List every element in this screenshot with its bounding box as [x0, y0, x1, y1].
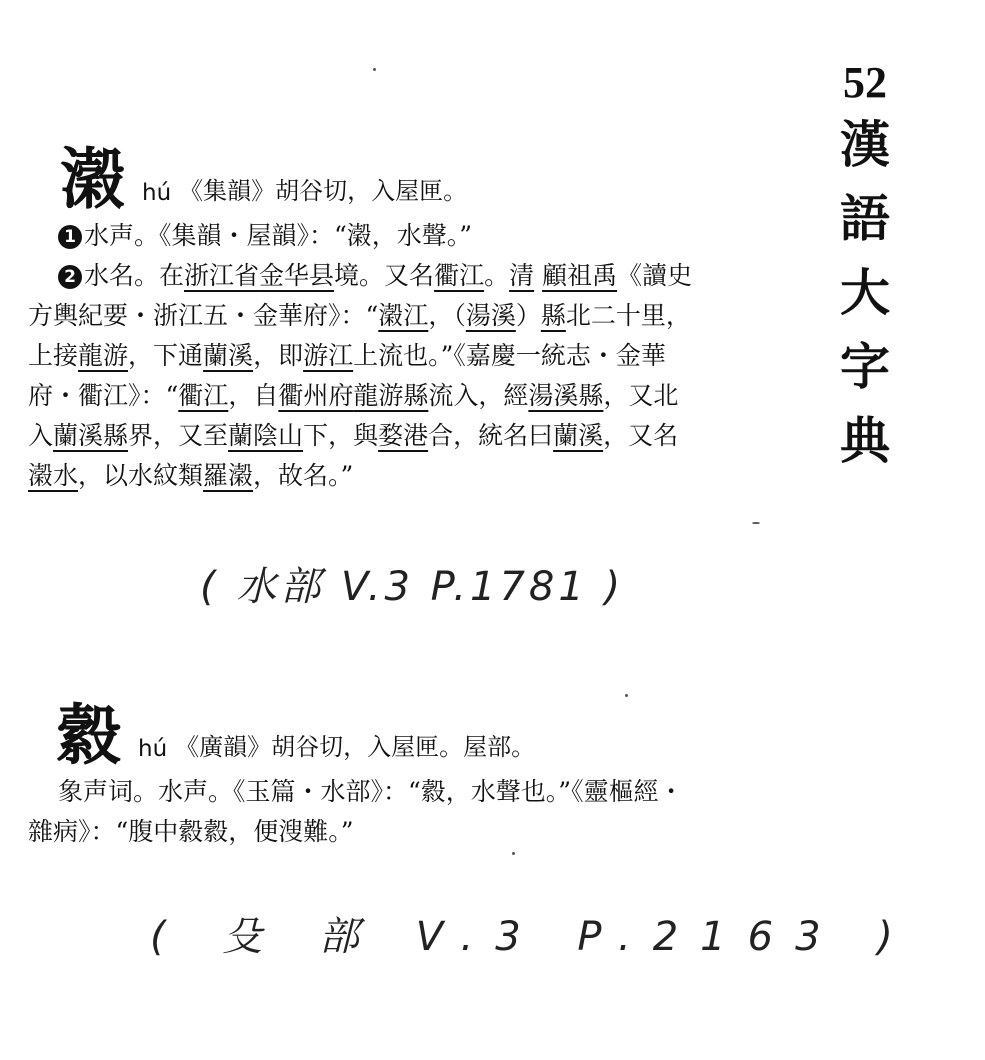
text-run: 水名。在 [84, 261, 185, 290]
text-run: 。 [484, 261, 510, 290]
text-run: ，又北 [603, 381, 679, 410]
scan-speck [373, 68, 376, 71]
proper-name: 蘭溪縣 [53, 421, 129, 450]
page-number: 52 [843, 58, 887, 107]
definition-line [28, 456, 798, 496]
text-run: 北二十里， [565, 301, 691, 330]
text-run: 界，又至 [128, 421, 229, 450]
text-run: ，又名 [603, 421, 679, 450]
definition-line [28, 296, 798, 336]
phonetic-source: 《集韻》胡谷切，入屋匣。 [179, 177, 468, 205]
definition-line [28, 376, 798, 416]
text-run: 合，統名曰 [428, 421, 554, 450]
text-run: ，故名。” [253, 461, 354, 490]
title-char: 漢 [840, 115, 890, 174]
proper-name: 浙江省 [184, 261, 260, 290]
proper-name: 蘭溪 [203, 341, 254, 370]
proper-name: 游江 [303, 341, 354, 370]
dictionary-entry-2 [28, 688, 798, 852]
scan-speck [625, 694, 628, 697]
pinyin: hú [142, 180, 172, 206]
definition-text: 水声。《集韻・屋韻》：“濲，水聲。” [84, 221, 473, 250]
proper-name: 縣 [540, 301, 566, 330]
title-char: 字 [840, 337, 890, 396]
title-char: 典 [840, 411, 890, 470]
proper-name: 蘭陰山 [228, 421, 304, 450]
definition-line: 雜病》：“腹中縠縠，便溲難。” [28, 817, 354, 846]
proper-name: 湯溪 [465, 301, 516, 330]
definition-2 [28, 256, 798, 496]
definition-1 [28, 216, 798, 256]
text-run: 府・衢江》：“ [28, 381, 179, 410]
proper-name: 濲水 [28, 461, 79, 490]
proper-name: 婺港 [378, 421, 429, 450]
title-char: 大 [840, 263, 890, 322]
text-run [534, 261, 542, 290]
text-run: 下，與 [303, 421, 379, 450]
definition-line [28, 256, 798, 296]
scan-speck [752, 522, 760, 524]
text-run: 上接 [28, 341, 79, 370]
proper-name: 衢江 [178, 381, 229, 410]
handwritten-note: ( 殳 部 V.3 P.2163 ) [150, 914, 915, 960]
proper-name: 蘭溪 [553, 421, 604, 450]
text-run: ，自 [228, 381, 279, 410]
text-run: ） [515, 301, 541, 330]
text-run: ，即 [253, 341, 304, 370]
text-run: 方輿紀要・浙江五・金華府》：“ [28, 301, 379, 330]
phonetic-source: 《廣韻》胡谷切，入屋匣。屋部。 [175, 733, 536, 761]
proper-name: 龍游 [78, 341, 129, 370]
text-run: ，下通 [128, 341, 204, 370]
entry-headline [28, 688, 798, 772]
proper-name: 衢江 [434, 261, 485, 290]
proper-name: 濲江 [378, 301, 429, 330]
proper-name: 湯溪縣 [528, 381, 604, 410]
definition-line [28, 416, 798, 456]
definition-line [28, 772, 798, 812]
proper-name: 顧祖禹 [542, 261, 618, 290]
definition-marker: 2 [58, 265, 82, 289]
proper-name: 金华县 [259, 261, 335, 290]
pinyin: hú [138, 736, 168, 762]
proper-name: 衢州府 [278, 381, 354, 410]
headword: 濲 [60, 140, 126, 218]
title-char: 語 [840, 189, 890, 248]
text-run: 境。又名 [334, 261, 435, 290]
text-run: 入 [28, 421, 54, 450]
text-run: 上流也。”《嘉慶一統志・金華 [353, 341, 666, 370]
definition-line [28, 336, 798, 376]
dictionary-entry-1 [28, 132, 798, 496]
proper-name: 羅濲 [203, 461, 254, 490]
headword: 縠 [56, 696, 122, 774]
definition-marker: 1 [58, 225, 82, 249]
handwritten-note: ( 水部 V.3 P.1781 ) [200, 564, 625, 610]
definition-text: 象声词。水声。《玉篇・水部》：“縠，水聲也。”《靈樞經・ [58, 777, 684, 806]
proper-name: 清 [509, 261, 535, 290]
dictionary-title-column [832, 58, 898, 478]
text-run: ，以水紋類 [78, 461, 204, 490]
entry-headline [28, 132, 798, 216]
scan-speck [512, 852, 515, 855]
text-run: ，（ [428, 301, 466, 330]
text-run: 流入，經 [428, 381, 529, 410]
proper-name: 龍游縣 [353, 381, 429, 410]
text-run: 《讀史 [617, 261, 693, 290]
